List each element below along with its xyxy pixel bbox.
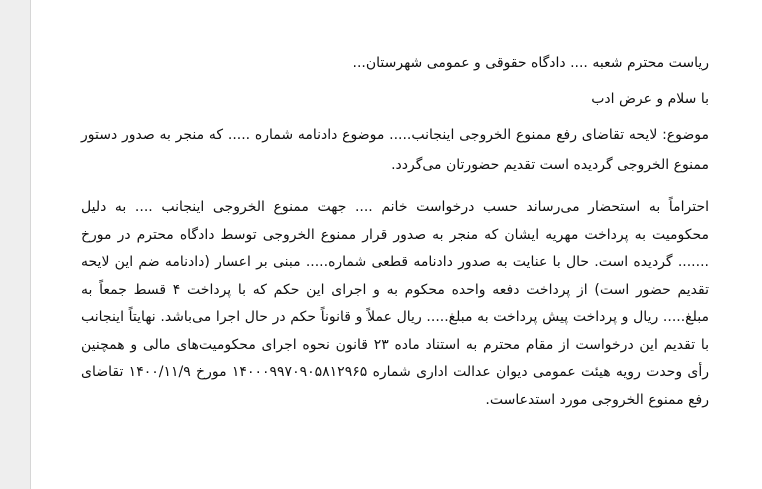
letter-main-paragraph: احتراماً به استحضار می‌رساند حسب درخواست خانم .... جهت ممنوع الخروجی اینجانب .... به دلیل محکومیت به پرداخت مهریه ایشان که منجر به صدور قرار ممنوع الخروجی توسط دادگاه محترم در مورخ ....... گردیده است. حال با عنایت به صدور دادنامه قطعی شماره..... مبنی بر اعسار (دادنامه ضم این لایحه تقدیم حضور است) از پرداخت دفعه واحده محکوم به و اجرای این حکم که با پرداخت ۴ قسط جمعاً به مبلغ..... ریال و پرداخت پیش پرداخت به مبلغ..... ریال عملاً و قانوناً حکم در حال اجرا می‌باشد. نهایتاً اینجانب با تقدیم این درخواست از مقام محترم به استناد ماده ۲۳ قانون نحوه اجرای محکومیت‌های مالی و همچنین رأی وحدت رویه هیئت عمومی دیوان عدالت اداری شماره ۱۴۰۰۰۹۹۷۰۹۰۵۸۱۲۹۶۵ مورخ ۱۴۰۰/۱۱/۹ تقاضای رفع ممنوع الخروجی مورد استدعاست. [81,199,709,408]
letter-address: ریاست محترم شعبه .... دادگاه حقوقی و عمومی شهرستان... [352,55,709,71]
letter-subject: موضوع: لایحه تقاضای رفع ممنوع الخروجی اینجانب..... موضوع دادنامه شماره ..... که منجر به صدور دستور ممنوع الخروجی گردیده است تقدیم حضورتان می‌گردد. [81,127,709,173]
letter-salutation: با سلام و عرض ادب [591,91,709,107]
letter-body [81,48,709,428]
document-page [30,0,762,489]
